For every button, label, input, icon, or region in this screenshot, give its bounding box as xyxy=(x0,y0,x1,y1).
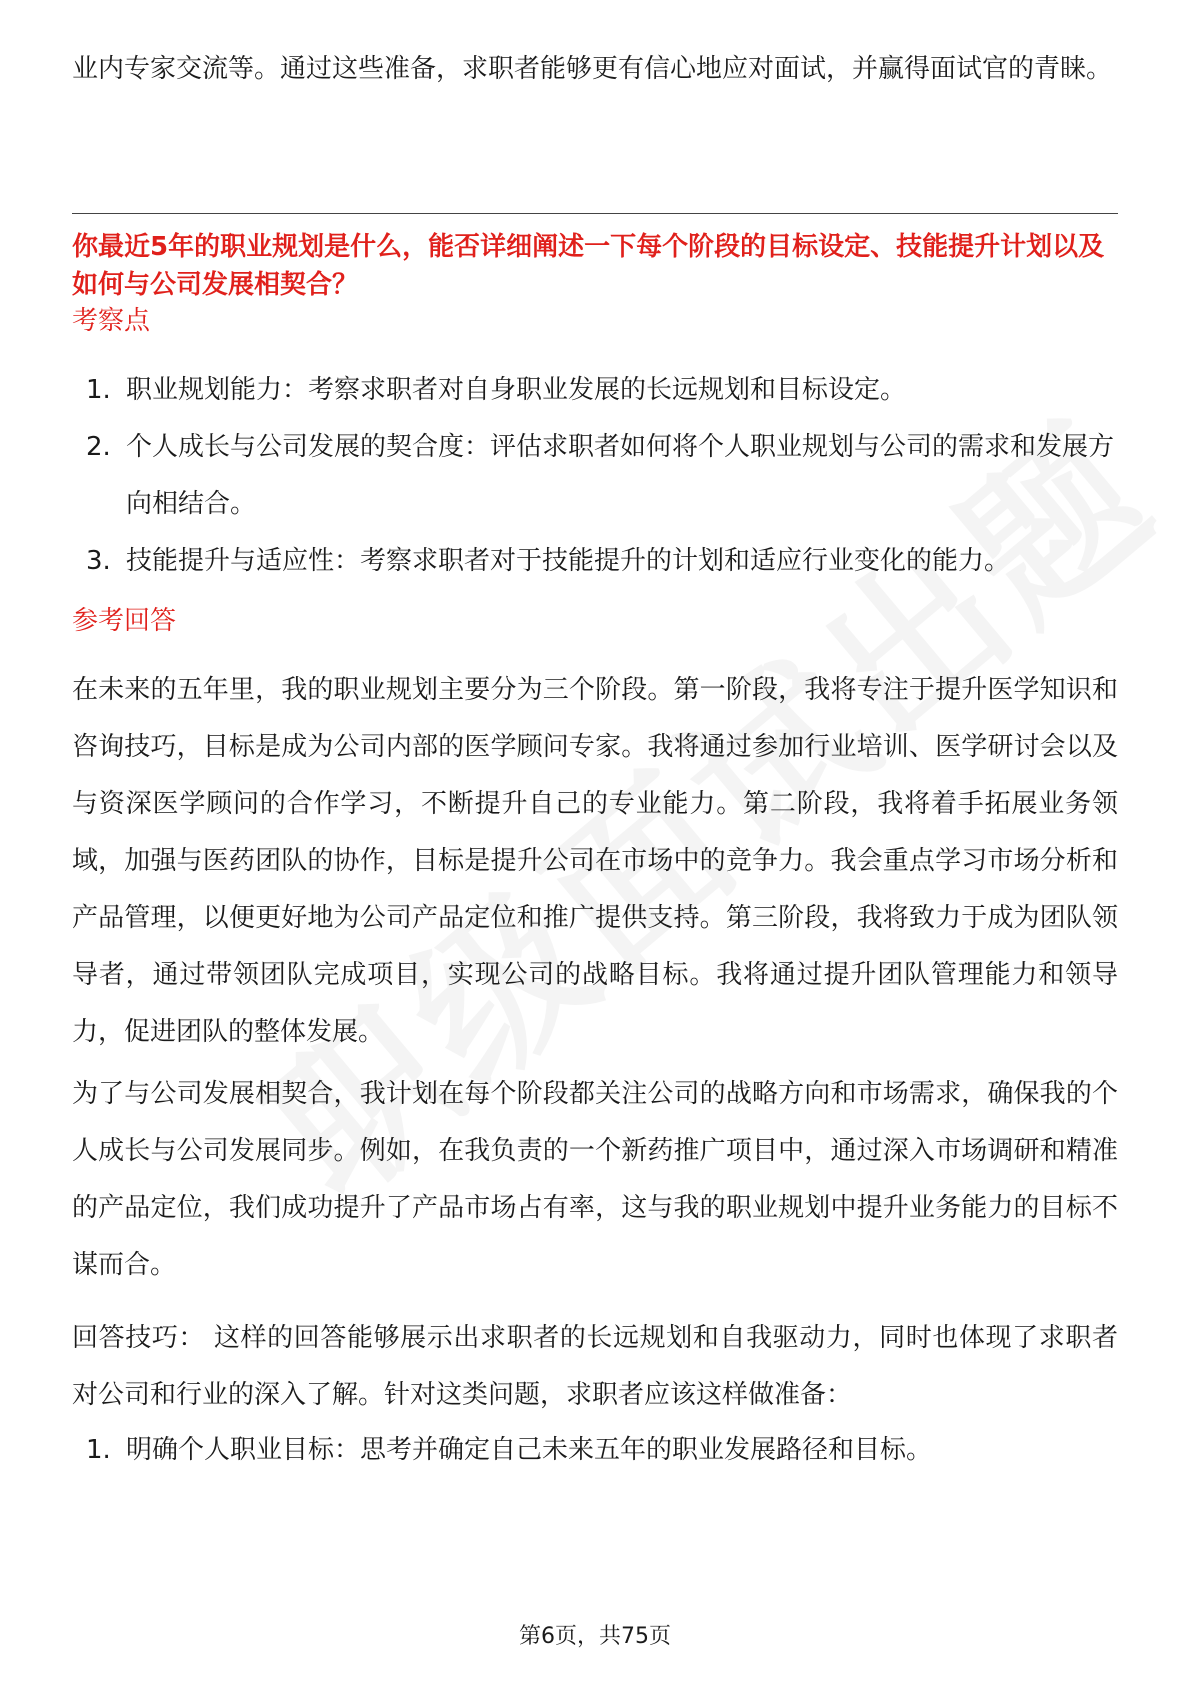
list-item-number: 2. xyxy=(86,432,111,462)
question-heading: 你最近5年的职业规划是什么，能否详细阐述一下每个阶段的目标设定、技能提升计划以及如何与公司发展相契合？ xyxy=(72,232,1105,300)
list-item-text: 职业规划能力：考察求职者对自身职业发展的长远规划和目标设定。 xyxy=(126,375,907,405)
list-item-number: 3. xyxy=(86,546,111,576)
list-item xyxy=(72,419,1118,533)
list-item-text: 个人成长与公司发展的契合度：评估求职者如何将个人职业规划与公司的需求和发展方向相结合。 xyxy=(126,432,1115,519)
list-item-text: 明确个人职业目标：思考并确定自己未来五年的职业发展路径和目标。 xyxy=(126,1435,933,1465)
answer-paragraph-1: 在未来的五年里，我的职业规划主要分为三个阶段。第一阶段，我将专注于提升医学知识和咨询技巧，目标是成为公司内部的医学顾问专家。我将通过参加行业培训、医学研讨会以及与资深医学顾问的合作学习，不断提升自己的专业能力。第二阶段，我将着手拓展业务领域，加强与医药团队的协作，目标是提升公司在市场中的竞争力。我会重点学习市场分析和产品管理，以便更好地为公司产品定位和推广提供支持。第三阶段，我将致力于成为团队领导者，通过带领团队完成项目，实现公司的战略目标。我将通过提升团队管理能力和领导力，促进团队的整体发展。 xyxy=(72,675,1118,1047)
list-item xyxy=(72,533,1118,590)
tips-paragraph: 回答技巧： 这样的回答能够展示出求职者的长远规划和自我驱动力，同时也体现了求职者对公司和行业的深入了解。针对这类问题，求职者应该这样做准备： xyxy=(72,1323,1118,1410)
examine-list xyxy=(72,362,1118,590)
answer-paragraph-2: 为了与公司发展相契合，我计划在每个阶段都关注公司的战略方向和市场需求，确保我的个人成长与公司发展同步。例如，在我负责的一个新药推广项目中，通过深入市场调研和精准的产品定位，我们成功提升了产品市场占有率，这与我的职业规划中提升业务能力的目标不谋而合。 xyxy=(72,1079,1118,1280)
list-item-text: 技能提升与适应性：考察求职者对于技能提升的计划和适应行业变化的能力。 xyxy=(126,546,1011,576)
list-item-number: 1. xyxy=(86,1435,111,1465)
list-item xyxy=(72,362,1118,419)
examine-title: 考察点 xyxy=(72,306,151,336)
tips-list xyxy=(72,1422,1118,1479)
intro-paragraph: 业内专家交流等。通过这些准备，求职者能够更有信心地应对面试，并赢得面试官的青睐。 xyxy=(72,54,1113,84)
list-item-number: 1. xyxy=(86,375,111,405)
page-footer: 第6页，共75页 xyxy=(519,1624,671,1649)
answer-title: 参考回答 xyxy=(72,606,177,636)
list-item xyxy=(72,1422,1118,1479)
section-divider xyxy=(72,213,1118,214)
